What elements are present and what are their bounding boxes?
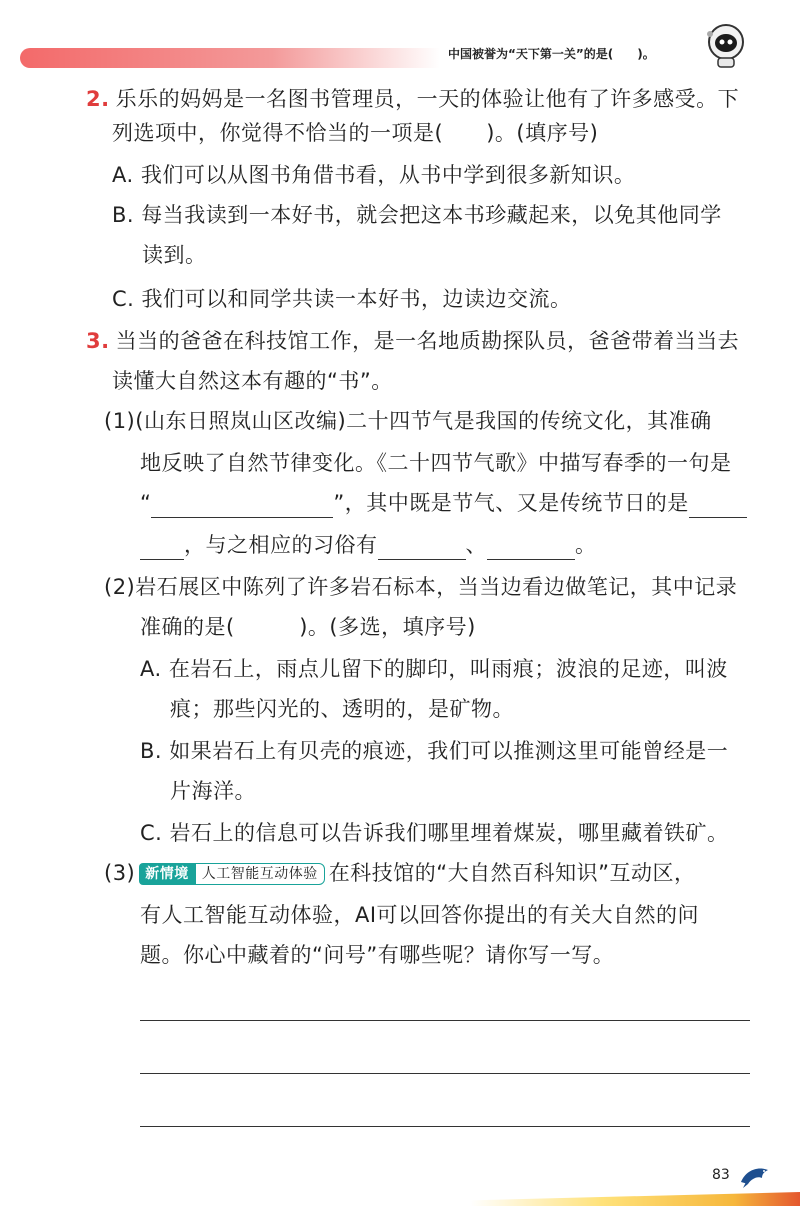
tag-new-label: 新情境 — [139, 863, 195, 885]
q3-part1-line1: (1)(山东日照岚山区改编)二十四节气是我国的传统文化，其准确 — [104, 409, 712, 433]
astronaut-mascot-icon — [704, 22, 748, 68]
spring-verse-blank[interactable] — [151, 495, 333, 518]
q3-part3-line3: 题。你心中藏着的“问号”有哪些呢？请你写一写。 — [140, 943, 615, 967]
q3-part1-line4: ，与之相应的习俗有 、 。 — [140, 530, 597, 560]
answer-line-1[interactable] — [140, 1020, 750, 1021]
q2-line1: 2. 乐乐的妈妈是一名图书管理员，一天的体验让他有了许多感受。下 — [86, 87, 740, 111]
answer-line-3[interactable] — [140, 1126, 750, 1127]
footer-band — [470, 1192, 800, 1206]
q3-part2-line2: 准确的是( )。(多选，填序号) — [140, 615, 476, 639]
q3-part1-line2: 地反映了自然节律变化。《二十四节气歌》中描写春季的一句是 — [140, 451, 732, 475]
q3-part2-option-b-cont: 片海洋。 — [170, 779, 256, 803]
q3-part2-option-a: A. 在岩石上，雨点儿留下的脚印，叫雨痕；波浪的足迹，叫波 — [140, 657, 728, 681]
q3-line1: 3. 当当的爸爸在科技馆工作，是一名地质勘探队员，爸爸带着当当去 — [86, 329, 740, 353]
q3-part2-option-c: C. 岩石上的信息可以告诉我们哪里埋着煤炭，哪里藏着铁矿。 — [140, 821, 729, 845]
dolphin-icon — [738, 1160, 772, 1190]
q2-option-b: B. 每当我读到一本好书，就会把这本书珍藏起来，以免其他同学 — [112, 203, 722, 227]
q2-line2: 列选项中，你觉得不恰当的一项是( )。(填序号) — [112, 121, 599, 145]
q3-part3-line1: (3) 新情境 人工智能互动体验 在科技馆的“大自然百科知识”互动区， — [104, 861, 696, 885]
festival-blank[interactable] — [689, 495, 747, 518]
q3-part3-line2: 有人工智能互动体验，AI可以回答你提出的有关大自然的问 — [140, 903, 700, 927]
header-question: 中国被誉为“天下第一关”的是( )。 — [448, 47, 655, 61]
q2-number: 2. — [86, 87, 110, 111]
q3-number: 3. — [86, 329, 110, 353]
q2-option-b-cont: 读到。 — [142, 243, 207, 267]
custom-blank-1[interactable] — [378, 537, 466, 560]
q3-part2-option-b: B. 如果岩石上有贝壳的痕迹，我们可以推测这里可能曾经是一 — [140, 739, 729, 763]
festival-blank-cont[interactable] — [140, 537, 184, 560]
answer-line-2[interactable] — [140, 1073, 750, 1074]
q3-part2-line1: (2)岩石展区中陈列了许多岩石标本，当当边看边做笔记，其中记录 — [104, 575, 738, 599]
custom-blank-2[interactable] — [487, 537, 575, 560]
q2-option-c: C. 我们可以和同学共读一本好书，边读边交流。 — [112, 287, 572, 311]
header-band — [20, 48, 440, 68]
q3-line2: 读懂大自然这本有趣的“书”。 — [112, 369, 393, 393]
page-number: 83 — [712, 1167, 730, 1183]
new-scenario-tag — [139, 863, 325, 885]
q3-part1-line3: “ ”，其中既是节气、又是传统节日的是 — [140, 488, 747, 518]
q2-option-a: A. 我们可以从图书角借书看，从书中学到很多新知识。 — [112, 163, 636, 187]
q3-part2-option-a-cont: 痕；那些闪光的、透明的，是矿物。 — [170, 697, 514, 721]
tag-topic-label: 人工智能互动体验 — [195, 863, 325, 885]
